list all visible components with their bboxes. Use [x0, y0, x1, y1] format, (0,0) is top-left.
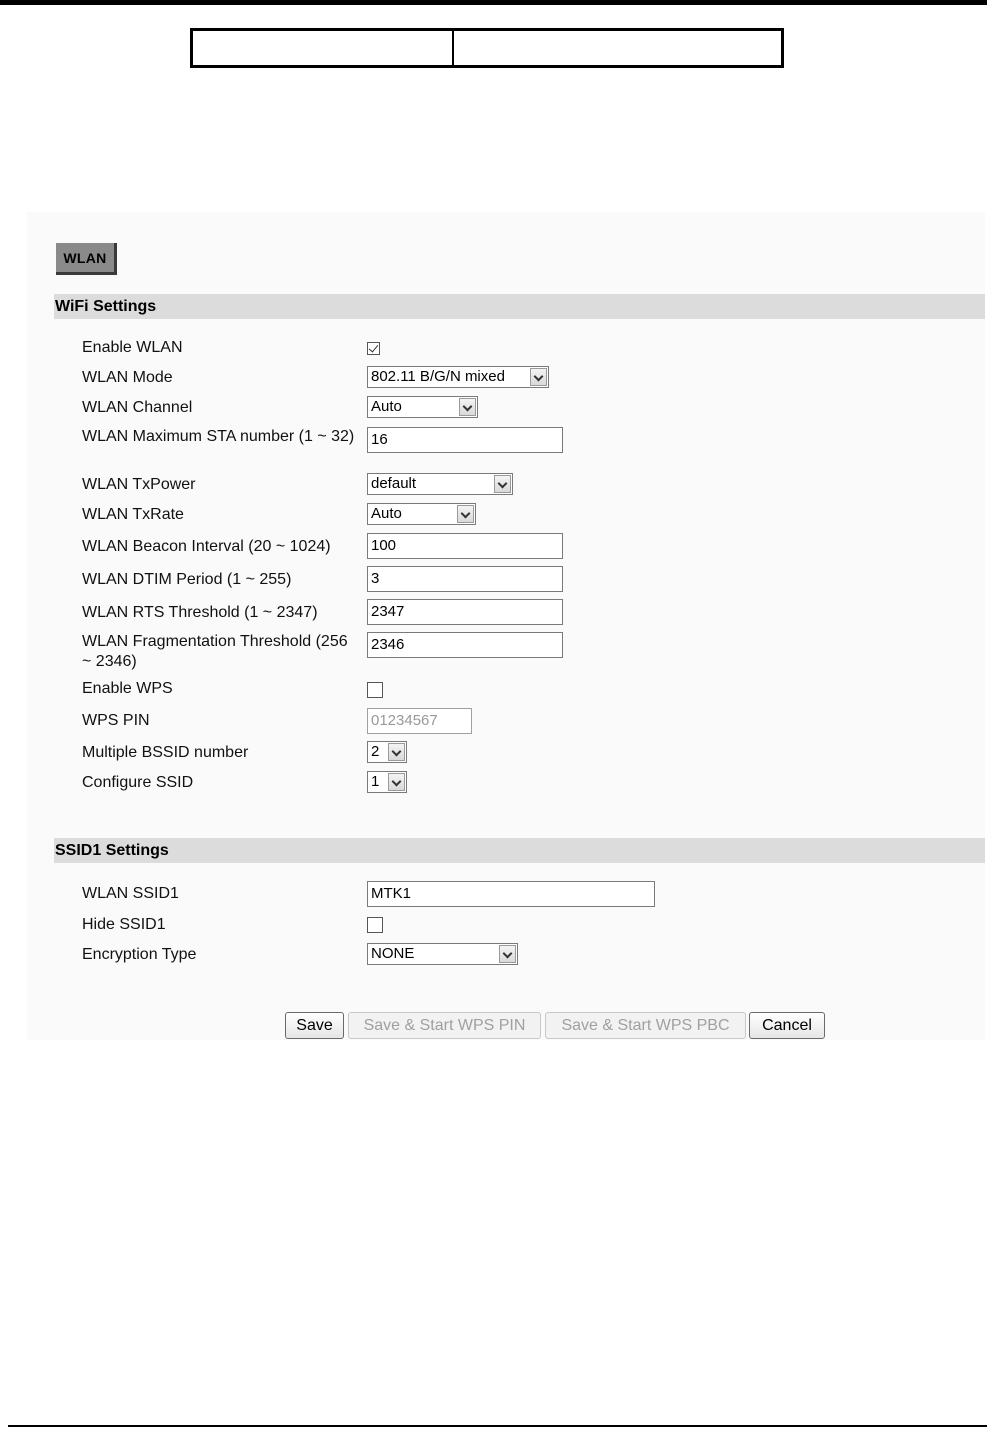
header-cell-left — [193, 31, 454, 65]
wlan-channel-value: Auto — [371, 398, 402, 415]
multiple-bssid-select[interactable] — [367, 741, 407, 763]
txpower-label: WLAN TxPower — [82, 476, 196, 493]
txrate-label: WLAN TxRate — [82, 506, 184, 523]
ssid1-settings-header: SSID1 Settings — [54, 838, 985, 863]
hide-ssid1-label: Hide SSID1 — [82, 916, 166, 933]
configure-ssid-select[interactable] — [367, 771, 407, 793]
chevron-down-icon — [530, 368, 547, 386]
wlan-mode-value: 802.11 B/G/N mixed — [371, 368, 505, 385]
encryption-type-select[interactable] — [367, 943, 518, 965]
enable-wlan-checkbox[interactable] — [367, 342, 380, 355]
encryption-type-label: Encryption Type — [82, 946, 197, 963]
wlan-ssid1-label: WLAN SSID1 — [82, 885, 179, 902]
header-table — [190, 28, 784, 68]
encryption-type-value: NONE — [371, 945, 415, 962]
wps-pin-input[interactable]: 01234567 — [367, 708, 472, 734]
beacon-interval-input[interactable]: 100 — [367, 533, 563, 559]
txrate-select[interactable] — [367, 503, 476, 525]
multiple-bssid-value: 2 — [371, 743, 380, 760]
rts-threshold-input[interactable]: 2347 — [367, 599, 563, 625]
wlan-channel-select[interactable] — [367, 396, 478, 418]
configure-ssid-label: Configure SSID — [82, 774, 194, 791]
enable-wps-label: Enable WPS — [82, 680, 173, 697]
dtim-period-input[interactable]: 3 — [367, 566, 563, 592]
max-sta-input[interactable]: 16 — [367, 427, 563, 453]
wlan-channel-label: WLAN Channel — [82, 399, 193, 416]
enable-wlan-label: Enable WLAN — [82, 339, 183, 356]
chevron-down-icon — [457, 505, 474, 523]
rts-threshold-label: WLAN RTS Threshold (1 ~ 2347) — [82, 604, 318, 621]
hide-ssid1-checkbox[interactable] — [367, 917, 383, 933]
configure-ssid-value: 1 — [371, 773, 380, 790]
wps-pin-label: WPS PIN — [82, 712, 150, 729]
chevron-down-icon — [494, 475, 511, 493]
enable-wps-checkbox[interactable] — [367, 682, 383, 698]
cancel-button[interactable]: Cancel — [749, 1012, 825, 1039]
save-start-wps-pbc-button[interactable]: Save & Start WPS PBC — [545, 1012, 746, 1039]
wlan-ssid1-input[interactable]: MTK1 — [367, 881, 655, 907]
header-cell-right — [454, 31, 781, 65]
chevron-down-icon — [388, 773, 405, 791]
wlan-mode-label: WLAN Mode — [82, 369, 173, 386]
wlan-tab[interactable]: WLAN — [56, 243, 117, 275]
chevron-down-icon — [499, 945, 516, 963]
max-sta-label: WLAN Maximum STA number (1 ~ 32) — [82, 428, 355, 445]
save-start-wps-pin-button[interactable]: Save & Start WPS PIN — [348, 1012, 541, 1039]
top-rule — [0, 0, 987, 5]
frag-threshold-input[interactable]: 2346 — [367, 632, 563, 658]
save-button[interactable]: Save — [285, 1012, 344, 1039]
dtim-period-label: WLAN DTIM Period (1 ~ 255) — [82, 571, 292, 588]
wlan-mode-select[interactable] — [367, 366, 549, 388]
bottom-rule — [8, 1425, 987, 1427]
multiple-bssid-label: Multiple BSSID number — [82, 744, 249, 761]
txrate-value: Auto — [371, 505, 402, 522]
txpower-select[interactable] — [367, 473, 513, 495]
chevron-down-icon — [459, 398, 476, 416]
chevron-down-icon — [388, 743, 405, 761]
wifi-settings-header: WiFi Settings — [54, 294, 985, 319]
beacon-interval-label: WLAN Beacon Interval (20 ~ 1024) — [82, 538, 331, 555]
frag-threshold-label: WLAN Fragmentation Threshold (256 ~ 2346) — [82, 633, 348, 670]
txpower-value: default — [371, 475, 417, 492]
